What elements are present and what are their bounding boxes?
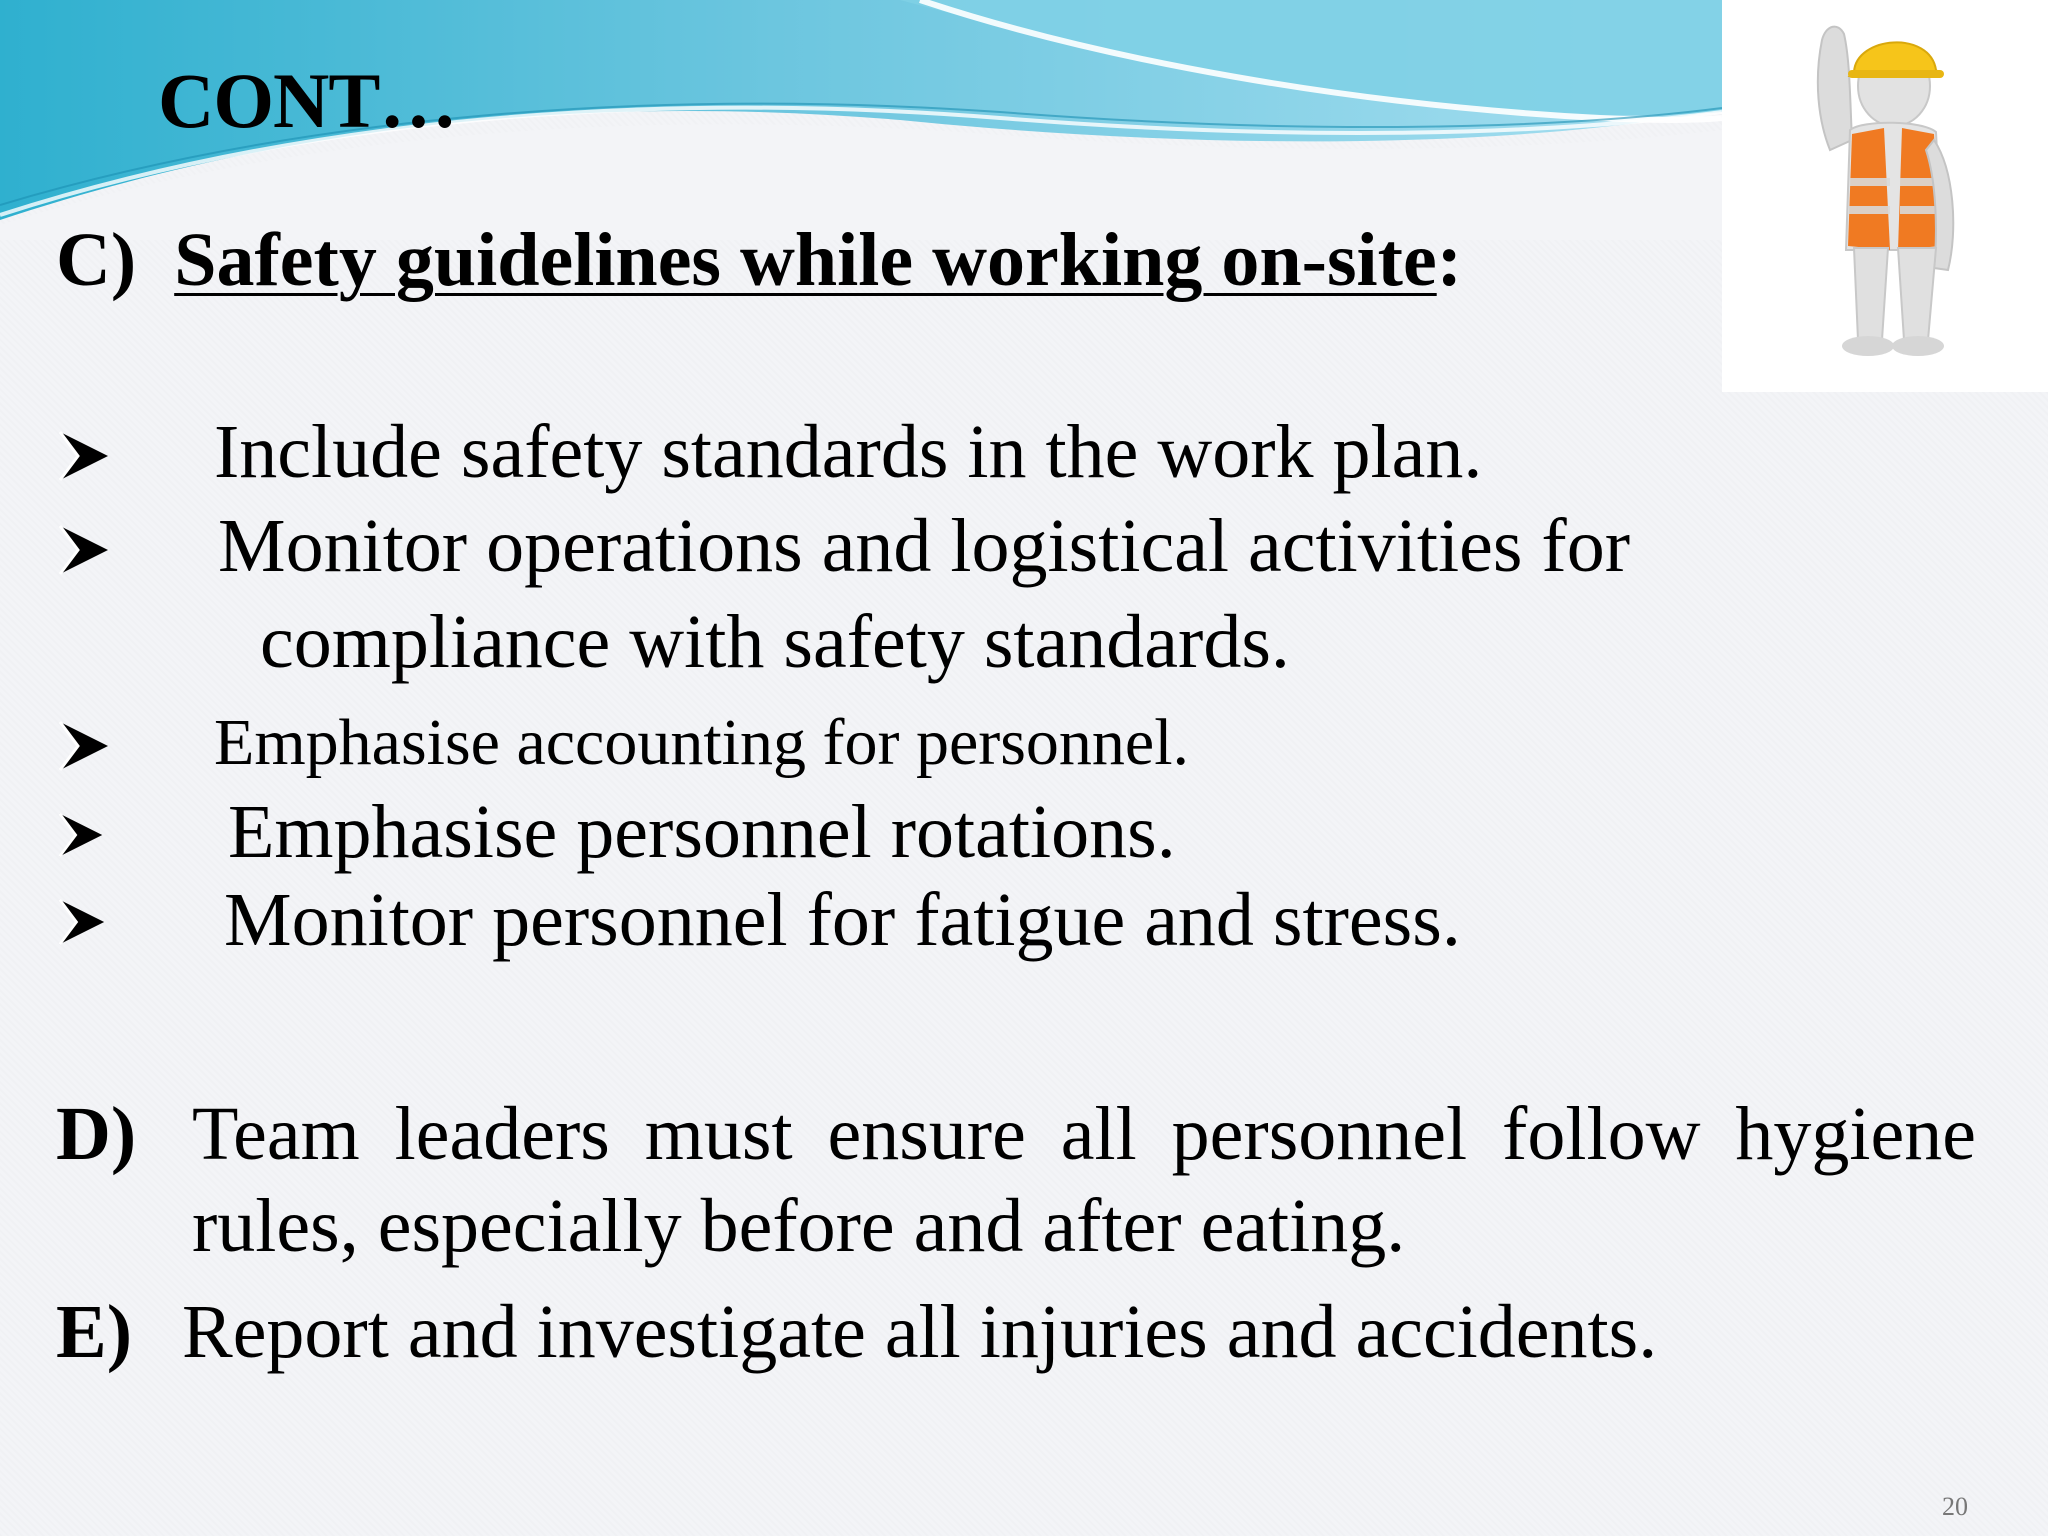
- section-d-word: must: [644, 1092, 793, 1176]
- section-d-word: ensure: [827, 1092, 1026, 1176]
- section-d-word: hygiene: [1735, 1092, 1976, 1176]
- bullet-item: Emphasise accounting for personnel.: [214, 706, 1190, 779]
- section-e-letter: E): [56, 1290, 132, 1374]
- section-c-heading-text: Safety guidelines while working on-site: [174, 218, 1437, 302]
- worker-figure-icon: [1722, 0, 2048, 392]
- arrow-bullet-icon: [58, 428, 110, 484]
- section-e-text: Report and investigate all injuries and accidents.: [182, 1290, 1658, 1374]
- construction-worker-image: [1722, 0, 2048, 392]
- section-d-word: Team: [192, 1092, 360, 1176]
- section-d-word: all: [1060, 1092, 1137, 1176]
- arrow-bullet-icon: [58, 718, 110, 774]
- arrow-bullet-icon: [58, 810, 104, 860]
- bullet-item: Include safety standards in the work plan.: [214, 410, 1483, 494]
- bullet-item: Emphasise personnel rotations.: [228, 790, 1176, 874]
- section-d-line1: [192, 1092, 1976, 1176]
- section-d-word: personnel: [1171, 1092, 1468, 1176]
- bullet-item-continuation: compliance with safety standards.: [260, 600, 1290, 684]
- slide-title: CONT…: [158, 57, 457, 144]
- arrow-bullet-icon: [58, 522, 110, 578]
- section-d-letter: D): [56, 1092, 137, 1176]
- bullet-item: Monitor personnel for fatigue and stress.: [224, 878, 1461, 962]
- section-d-line2: rules, especially before and after eating.: [192, 1184, 1406, 1268]
- section-c-letter: C): [56, 218, 137, 302]
- page-number: 20: [1942, 1492, 1968, 1521]
- section-d-word: follow: [1502, 1092, 1701, 1176]
- bullet-item: Monitor operations and logistical activities for: [218, 504, 1631, 588]
- section-d-word: leaders: [394, 1092, 610, 1176]
- section-c-colon: :: [1436, 218, 1463, 302]
- section-c-heading: [56, 218, 1463, 302]
- arrow-bullet-icon: [58, 896, 106, 948]
